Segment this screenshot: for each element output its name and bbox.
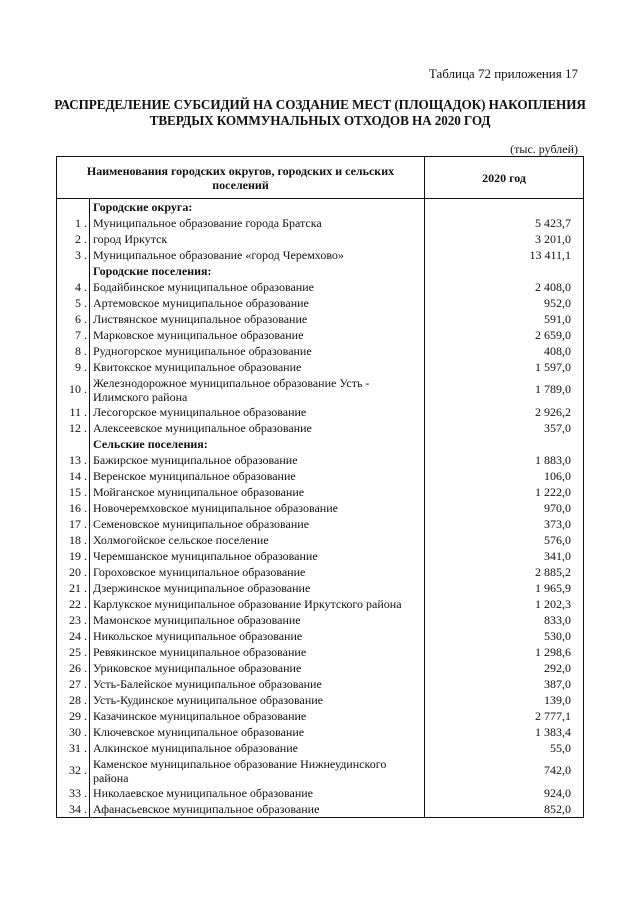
table-row — [57, 564, 584, 580]
municipality-name: Ревякинское муниципальное образование — [90, 644, 425, 660]
subsidy-amount: 106,0 — [425, 468, 584, 484]
municipality-name: Каменское муниципальное образование Нижнеудинского района — [90, 756, 425, 785]
municipality-name: Черемшанское муниципальное образование — [90, 548, 425, 564]
row-number: 8 . — [57, 343, 90, 359]
row-number: 4 . — [57, 279, 90, 295]
municipality-name: Мойганское муниципальное образование — [90, 484, 425, 500]
row-number: 32 . — [57, 756, 90, 785]
title-line-1: РАСПРЕДЕЛЕНИЕ СУБСИДИЙ НА СОЗДАНИЕ МЕСТ (ПЛОЩАДОК) НАКОПЛЕНИЯ — [54, 97, 586, 112]
municipality-name: Дзержинское муниципальное образование — [90, 580, 425, 596]
municipality-name: Алкинское муниципальное образование — [90, 740, 425, 756]
table-row — [57, 404, 584, 420]
table-row — [57, 484, 584, 500]
subsidy-amount: 2 885,2 — [425, 564, 584, 580]
municipality-name: Гороховское муниципальное образование — [90, 564, 425, 580]
municipality-name: Казачинское муниципальное образование — [90, 708, 425, 724]
table-row — [57, 801, 584, 818]
row-number: 34 . — [57, 801, 90, 818]
row-number: 21 . — [57, 580, 90, 596]
subsidy-amount: 970,0 — [425, 500, 584, 516]
municipality-name: Муниципальное образование города Братска — [90, 215, 425, 231]
subsidy-amount: 1 965,9 — [425, 580, 584, 596]
group-header-row — [57, 263, 584, 279]
row-number: 3 . — [57, 247, 90, 263]
row-number: 28 . — [57, 692, 90, 708]
table-header-row — [57, 157, 584, 199]
header-year-cell: 2020 год — [425, 157, 584, 199]
municipality-name: Муниципальное образование «город Черемхово» — [90, 247, 425, 263]
row-number: 29 . — [57, 708, 90, 724]
table-row — [57, 612, 584, 628]
municipality-name: Квитокское муниципальное образование — [90, 359, 425, 375]
municipality-name: Новочеремховское муниципальное образование — [90, 500, 425, 516]
row-number: 24 . — [57, 628, 90, 644]
group-label: Сельские поселения: — [90, 436, 425, 452]
row-number: 33 . — [57, 785, 90, 801]
municipality-name: Алексеевское муниципальное образование — [90, 420, 425, 436]
table-row — [57, 580, 584, 596]
subsidy-amount: 952,0 — [425, 295, 584, 311]
row-number: 16 . — [57, 500, 90, 516]
municipality-name: Листвянское муниципальное образование — [90, 311, 425, 327]
row-number — [57, 436, 90, 452]
municipality-name: Железнодорожное муниципальное образование Усть - Илимского района — [90, 375, 425, 404]
document-title — [40, 97, 600, 129]
row-value — [425, 199, 584, 216]
subsidy-amount: 2 926,2 — [425, 404, 584, 420]
title-line-2: ТВЕРДЫХ КОММУНАЛЬНЫХ ОТХОДОВ НА 2020 ГОД — [149, 113, 491, 128]
header-name-cell — [57, 157, 425, 199]
header-name-line-2: поселений — [212, 177, 269, 192]
table-row — [57, 247, 584, 263]
row-number: 9 . — [57, 359, 90, 375]
subsidy-amount: 530,0 — [425, 628, 584, 644]
row-number: 5 . — [57, 295, 90, 311]
row-number: 17 . — [57, 516, 90, 532]
table-row — [57, 452, 584, 468]
table-row — [57, 279, 584, 295]
row-number: 15 . — [57, 484, 90, 500]
subsidy-amount: 139,0 — [425, 692, 584, 708]
table-row — [57, 420, 584, 436]
table-row — [57, 359, 584, 375]
row-number: 10 . — [57, 375, 90, 404]
table-row — [57, 215, 584, 231]
subsidy-amount: 5 423,7 — [425, 215, 584, 231]
subsidy-table — [56, 156, 584, 818]
group-header-row — [57, 436, 584, 452]
table-row — [57, 532, 584, 548]
table-row — [57, 644, 584, 660]
subsidy-amount: 387,0 — [425, 676, 584, 692]
table-row — [57, 660, 584, 676]
row-number: 27 . — [57, 676, 90, 692]
table-row — [57, 724, 584, 740]
table-row — [57, 628, 584, 644]
municipality-name: Усть-Кудинское муниципальное образование — [90, 692, 425, 708]
municipality-name: Лесогорское муниципальное образование — [90, 404, 425, 420]
subsidy-amount: 1 789,0 — [425, 375, 584, 404]
row-number: 13 . — [57, 452, 90, 468]
table-row — [57, 516, 584, 532]
subsidy-amount: 408,0 — [425, 343, 584, 359]
table-row — [57, 692, 584, 708]
table-caption: Таблица 72 приложения 17 — [428, 66, 578, 81]
municipality-name: Усть-Балейское муниципальное образование — [90, 676, 425, 692]
row-number — [57, 199, 90, 216]
row-number: 26 . — [57, 660, 90, 676]
group-label: Городские поселения: — [90, 263, 425, 279]
subsidy-amount: 357,0 — [425, 420, 584, 436]
subsidy-amount: 2 659,0 — [425, 327, 584, 343]
row-number: 20 . — [57, 564, 90, 580]
table-body — [57, 199, 584, 818]
row-number — [57, 263, 90, 279]
table-row — [57, 468, 584, 484]
subsidy-amount: 13 411,1 — [425, 247, 584, 263]
subsidy-amount: 1 883,0 — [425, 452, 584, 468]
municipality-name: Карлукское муниципальное образование Иркутского района — [90, 596, 425, 612]
group-label: Городские округа: — [90, 199, 425, 216]
row-number: 2 . — [57, 231, 90, 247]
subsidy-amount: 292,0 — [425, 660, 584, 676]
subsidy-amount: 2 777,1 — [425, 708, 584, 724]
municipality-name: Бодайбинское муниципальное образование — [90, 279, 425, 295]
subsidy-amount: 341,0 — [425, 548, 584, 564]
subsidy-amount: 591,0 — [425, 311, 584, 327]
subsidy-amount: 924,0 — [425, 785, 584, 801]
row-number: 22 . — [57, 596, 90, 612]
row-number: 12 . — [57, 420, 90, 436]
municipality-name: Бажирское муниципальное образование — [90, 452, 425, 468]
municipality-name: Семеновское муниципальное образование — [90, 516, 425, 532]
table-row — [57, 740, 584, 756]
row-number: 7 . — [57, 327, 90, 343]
subsidy-amount: 852,0 — [425, 801, 584, 818]
subsidy-amount: 1 597,0 — [425, 359, 584, 375]
subsidy-amount: 1 383,4 — [425, 724, 584, 740]
subsidy-amount: 373,0 — [425, 516, 584, 532]
subsidy-amount: 2 408,0 — [425, 279, 584, 295]
subsidy-amount: 1 222,0 — [425, 484, 584, 500]
municipality-name: город Иркутск — [90, 231, 425, 247]
row-number: 14 . — [57, 468, 90, 484]
subsidy-amount: 576,0 — [425, 532, 584, 548]
table-row — [57, 295, 584, 311]
row-number: 23 . — [57, 612, 90, 628]
header-name-line-1: Наименования городских округов, городских и сельских — [86, 163, 395, 178]
municipality-name: Холмогойское сельское поселение — [90, 532, 425, 548]
row-number: 19 . — [57, 548, 90, 564]
subsidy-amount: 833,0 — [425, 612, 584, 628]
municipality-name: Мамонское муниципальное образование — [90, 612, 425, 628]
municipality-name: Ключевское муниципальное образование — [90, 724, 425, 740]
municipality-name: Уриковское муниципальное образование — [90, 660, 425, 676]
group-header-row — [57, 199, 584, 216]
row-number: 30 . — [57, 724, 90, 740]
row-number: 1 . — [57, 215, 90, 231]
table-row — [57, 548, 584, 564]
municipality-name: Артемовское муниципальное образование — [90, 295, 425, 311]
table-row — [57, 343, 584, 359]
municipality-name: Николаевское муниципальное образование — [90, 785, 425, 801]
subsidy-amount: 742,0 — [425, 756, 584, 785]
row-number: 25 . — [57, 644, 90, 660]
units-note: (тыс. рублей) — [510, 142, 578, 156]
row-number: 11 . — [57, 404, 90, 420]
table-row — [57, 231, 584, 247]
municipality-name: Никольское муниципальное образование — [90, 628, 425, 644]
table-row — [57, 327, 584, 343]
municipality-name: Марковское муниципальное образование — [90, 327, 425, 343]
table-row — [57, 500, 584, 516]
table-row — [57, 311, 584, 327]
subsidy-amount: 1 202,3 — [425, 596, 584, 612]
row-number: 18 . — [57, 532, 90, 548]
municipality-name: Афанасьевское муниципальное образование — [90, 801, 425, 818]
row-number: 31 . — [57, 740, 90, 756]
subsidy-amount: 55,0 — [425, 740, 584, 756]
table-row — [57, 596, 584, 612]
municipality-name: Рудногорское муниципальное образование — [90, 343, 425, 359]
table-row — [57, 676, 584, 692]
subsidy-amount: 3 201,0 — [425, 231, 584, 247]
row-value — [425, 263, 584, 279]
row-number: 6 . — [57, 311, 90, 327]
subsidy-amount: 1 298,6 — [425, 644, 584, 660]
table-row — [57, 756, 584, 785]
table-row — [57, 785, 584, 801]
table-row — [57, 375, 584, 404]
table-row — [57, 708, 584, 724]
row-value — [425, 436, 584, 452]
municipality-name: Веренское муниципальное образование — [90, 468, 425, 484]
